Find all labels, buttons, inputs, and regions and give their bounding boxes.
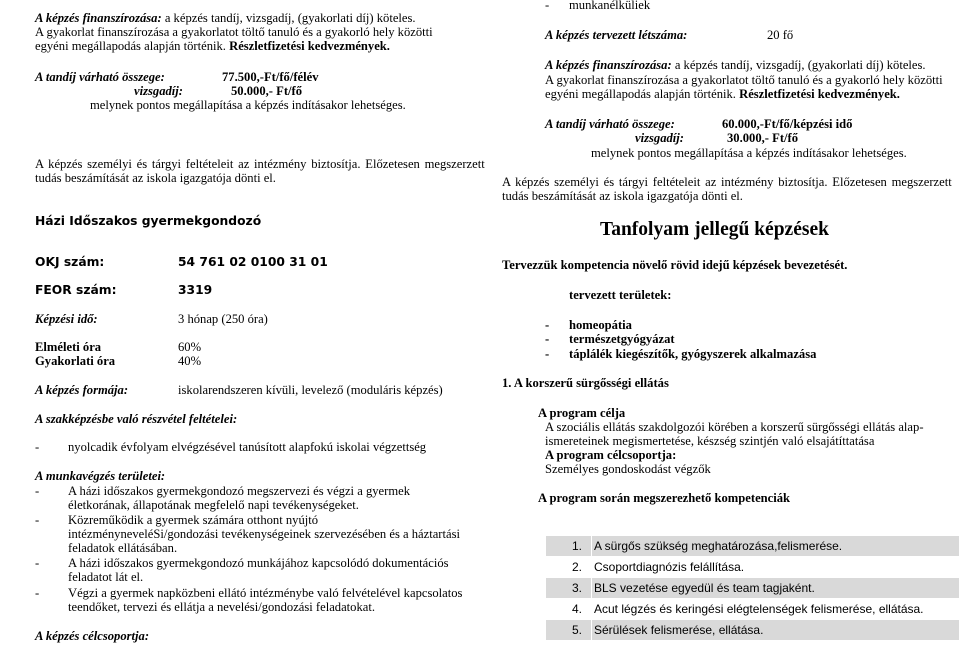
exam-fee-value: 50.000,- Ft/fő <box>231 84 302 98</box>
table-row <box>546 620 960 641</box>
program-target-value: Személyes gondoskodást végzők <box>545 462 711 476</box>
financing-line <box>35 11 416 25</box>
work-item-1-line-1: A házi időszakos gyermekgondozó megszervezi és végzi a gyermek <box>68 484 411 498</box>
work-item-2-line-3: feladatok ellátásában. <box>68 541 178 555</box>
conditions-line-1: A képzés személyi és tárgyi feltételeit az intézmény biztosítja. Előzetesen megszerzett <box>35 157 485 171</box>
work-item-3-line-1: A házi időszakos gyermekgondozó munkájához kapcsolódó dokumentációs <box>68 556 449 570</box>
work-item-dash: - <box>35 586 40 600</box>
competency-text: BLS vezetése egyedül és team tagjaként. <box>592 578 960 599</box>
unemployed-item: munkanélküliek <box>569 0 651 12</box>
competency-text: Sérülések felismerése, ellátása. <box>592 620 960 641</box>
installment-note: Részletfizetési kedvezmények. <box>229 39 390 53</box>
exact-amount-note: melynek pontos megállapítása a képzés indításakor lehetséges. <box>591 146 907 160</box>
financing-label: A képzés finanszírozása: <box>545 58 672 72</box>
competency-number: 5. <box>546 620 592 641</box>
list-dash: - <box>545 0 550 12</box>
theory-value: 60% <box>178 340 202 354</box>
work-item-dash: - <box>35 484 40 498</box>
exam-fee-label: vizsgadíj: <box>134 84 183 98</box>
work-item-dash: - <box>35 513 40 527</box>
training-form-value: iskolarendszeren kívüli, levelező (moduláris képzés) <box>178 383 443 397</box>
tuition-label: A tandíj várható összege: <box>35 70 165 84</box>
theory-label: Elméleti óra <box>35 340 102 354</box>
work-item-2-line-1: Közreműködik a gyermek számára otthont nyújtó <box>68 513 319 527</box>
headcount-label: A képzés tervezett létszáma: <box>545 28 688 42</box>
target-group-label: A képzés célcsoportja: <box>35 629 150 643</box>
competency-number: 3. <box>546 578 592 599</box>
prerequisite-item: nyolcadik évfolyam elvégzésével tanúsított alapfokú iskolai végzettség <box>68 440 427 454</box>
program-goal-line-2: ismereteinek megismertetése, készség szintjén való elsajátíttatása <box>545 434 875 448</box>
competencies-label: A program során megszerezhető kompetenciák <box>538 491 791 505</box>
financing-text: a képzés tandíj, vizsgadíj, (gyakorlati díj) köteles. <box>671 58 926 72</box>
financing-line-3-text: egyéni megállapodás alapján történik. <box>35 39 230 53</box>
tuition-label: A tandíj várható összege: <box>545 117 675 131</box>
list-dash: - <box>545 318 550 332</box>
work-areas-label: A munkavégzés területei: <box>35 469 166 483</box>
list-dash: - <box>545 332 550 346</box>
exact-amount-note: melynek pontos megállapítása a képzés indításakor lehetséges. <box>90 98 406 112</box>
training-form-label: A képzés formája: <box>35 383 129 397</box>
competency-number: 1. <box>546 536 592 557</box>
conditions-line-1: A képzés személyi és tárgyi feltételeit az intézmény biztosítja. Előzetesen megszerzett <box>502 175 952 189</box>
headcount-value: 20 fő <box>767 28 794 42</box>
area-item-1: homeopátia <box>569 318 632 332</box>
competencies-table <box>545 535 960 641</box>
section-title: Tanfolyam jellegű képzések <box>600 219 829 240</box>
table-row <box>546 557 960 578</box>
competency-number: 4. <box>546 599 592 620</box>
duration-value: 3 hónap (250 óra) <box>178 312 268 326</box>
exam-fee-value: 30.000,- Ft/fő <box>727 131 798 145</box>
work-item-dash: - <box>35 556 40 570</box>
tuition-value: 77.500,-Ft/fő/félév <box>222 70 319 84</box>
program-goal-line-1: A szociális ellátás szakdolgozói körében a korszerű sürgősségi ellátás alap- <box>545 420 924 434</box>
competency-text: A sürgős szükség meghatározása,felismerése. <box>592 536 960 557</box>
financing-text: a képzés tandíj, vizsgadíj, (gyakorlati díj) köteles. <box>161 11 416 25</box>
plan-text: Tervezzük kompetencia növelő rövid idejű képzések bevezetését. <box>502 258 848 272</box>
financing-line-2: A gyakorlat finanszírozása a gyakorlatot töltő tanuló és a gyakorló hely közötti <box>545 73 943 87</box>
work-item-1-line-2: életkorának, állapotának megfelelő napi tevékenységeket. <box>68 498 359 512</box>
list-dash: - <box>545 347 550 361</box>
area-item-3: táplálék kiegészítők, gyógyszerek alkalmazása <box>569 347 817 361</box>
exam-fee-label: vizsgadíj: <box>635 131 684 145</box>
okj-value: 54 761 02 0100 31 01 <box>178 255 328 269</box>
work-item-3-line-2: feladatot lát el. <box>68 570 144 584</box>
competency-number: 2. <box>546 557 592 578</box>
conditions-line-2: tudás beszámítását az iskola igazgatója dönti el. <box>35 171 276 185</box>
feor-label: FEOR szám: <box>35 283 117 297</box>
prerequisite-dash: - <box>35 440 40 454</box>
tuition-value: 60.000,-Ft/fő/képzési idő <box>722 117 853 131</box>
table-row <box>546 578 960 599</box>
financing-line-3-text: egyéni megállapodás alapján történik. <box>545 87 740 101</box>
financing-line-3 <box>545 87 900 101</box>
prerequisites-label: A szakképzésbe való részvétel feltételei: <box>35 412 238 426</box>
planned-areas-label: tervezett területek: <box>569 288 672 302</box>
area-item-2: természetgyógyázat <box>569 332 675 346</box>
work-item-4-line-1: Végzi a gyermek napközbeni ellátó intézménybe való felvételével kapcsolatos <box>68 586 463 600</box>
table-row <box>546 599 960 620</box>
okj-label: OKJ szám: <box>35 255 105 269</box>
work-item-2-line-2: intézményneveléSi/gondozási tevékenységeinek szervezésében és a háztartási <box>68 527 460 541</box>
financing-line-3 <box>35 39 390 53</box>
course-title: Házi Időszakos gyermekgondozó <box>35 214 262 228</box>
practice-label: Gyakorlati óra <box>35 354 116 368</box>
conditions-line-2: tudás beszámítását az iskola igazgatója dönti el. <box>502 189 743 203</box>
installment-note: Részletfizetési kedvezmények. <box>739 87 900 101</box>
table-row <box>546 536 960 557</box>
financing-label: A képzés finanszírozása: <box>35 11 162 25</box>
financing-line <box>545 58 926 72</box>
feor-value: 3319 <box>178 283 213 297</box>
course-1-title: 1. A korszerű sürgősségi ellátás <box>502 376 669 390</box>
duration-label: Képzési idő: <box>35 312 98 326</box>
competency-text: Csoportdiagnózis felállítása. <box>592 557 960 578</box>
competency-text: Acut légzés és keringési elégtelenségek felismerése, ellátása. <box>592 599 960 620</box>
financing-line-2: A gyakorlat finanszírozása a gyakorlatot töltő tanuló és a gyakorló hely közötti <box>35 25 433 39</box>
practice-value: 40% <box>178 354 202 368</box>
program-target-label: A program célcsoportja: <box>545 448 677 462</box>
work-item-4-line-2: teendőket, tervezi és ellátja a nevelési/gondozási feladatokat. <box>68 600 376 614</box>
program-goal-label: A program célja <box>538 406 626 420</box>
